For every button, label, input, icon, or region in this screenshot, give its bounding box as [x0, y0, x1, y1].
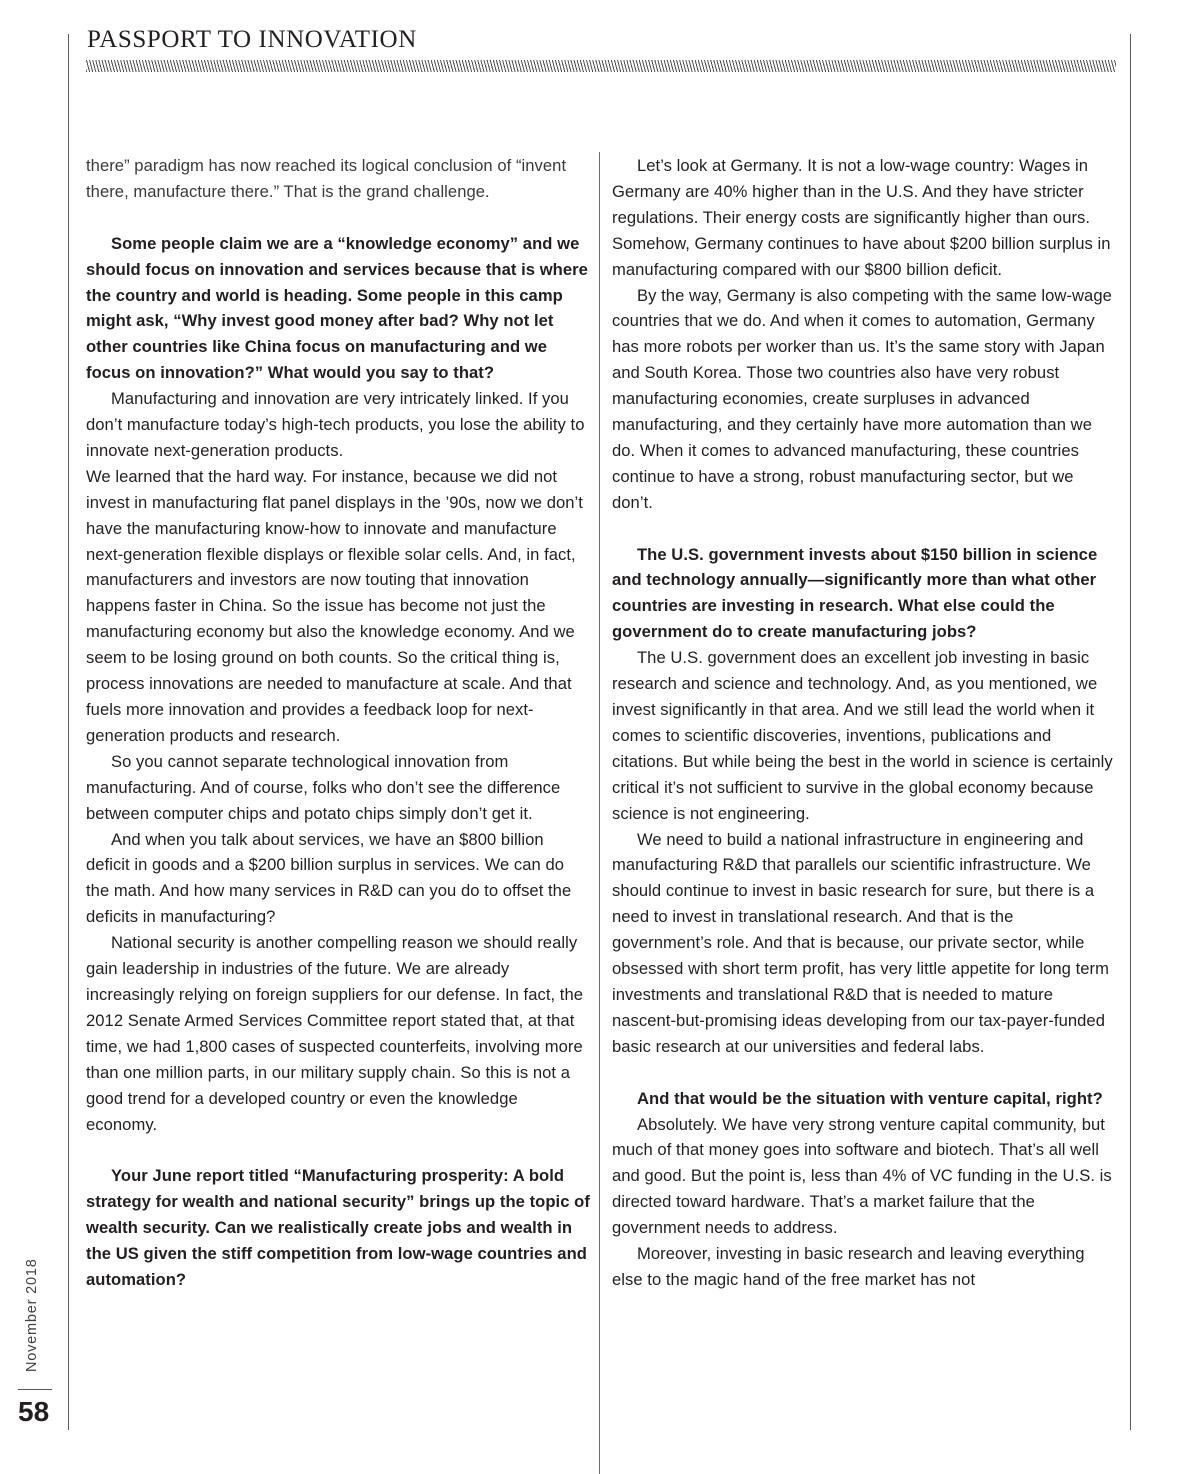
- page-number-rule: [18, 1389, 52, 1390]
- interview-question: Some people claim we are a “knowledge economy” and we should focus on innovation and services because that is where the country and world is heading. Some people in this camp might ask, “Why invest good money after bad? Why not let other countries like China focus on manufacturing and we focus on innovation?” What would you say to that?: [86, 233, 588, 383]
- continuation-paragraph: there” paradigm has now reached its logical conclusion of “invent there, manufacture there.” That is the grand challenge.: [86, 156, 567, 201]
- interview-question: The U.S. government invests about $150 billion in science and technology annually—significantly more than what other countries are investing in research. What else could the government do to create manufacturing jobs?: [612, 544, 1098, 642]
- page-number: 58: [18, 1396, 50, 1427]
- answer-paragraph: And when you talk about services, we have an $800 billion deficit in goods and a $200 billion surplus in services. We can do the math. And how many services in R&D can you do to offset the deficits in manufacturing?: [86, 829, 572, 927]
- answer-paragraph: By the way, Germany is also competing with the same low-wage countries that we do. And when it comes to automation, Germany has more robots per worker than us. It’s the same story with Japan and South Korea. Those two countries also have very robust manufacturing economies, create surpluses in advanced manufacturing, and they certainly have more automation than we do. When it comes to advanced manufacturing, these countries continue to have a strong, robust manufacturing sector, but we don’t.: [612, 285, 1112, 512]
- header-hatch-rule: [86, 60, 1116, 72]
- right-column: [612, 153, 1116, 1293]
- answer-paragraph: We need to build a national infrastructure in engineering and manufacturing R&D that parallels our scientific infrastructure. We should continue to invest in basic research for sure, but there is a need to invest in translational research. And that is the government’s role. And that is because, our private sector, while obsessed with short term profit, has very little appetite for long term investments and translational R&D that is needed to mature nascent-but-promising ideas developing from our tax-payer-funded basic research at our universities and federal labs.: [612, 829, 1109, 1056]
- section-title: PASSPORT TO INNOVATION: [87, 26, 417, 53]
- answer-paragraph: Absolutely. We have very strong venture capital community, but much of that money goes into software and biotech. That’s all well and good. But the point is, less than 4% of VC funding in the U.S. is directed toward hardware. That’s a market failure that the government needs to address.: [612, 1114, 1112, 1238]
- issue-date: November 2018: [24, 1258, 40, 1372]
- left-column: [86, 153, 590, 1293]
- answer-paragraph: So you cannot separate technological innovation from manufacturing. And of course, folks who don’t see the difference between computer chips and potato chips simply don’t get it.: [86, 751, 561, 823]
- answer-paragraph: National security is another compelling reason we should really gain leadership in industries of the future. We are already increasingly relying on foreign suppliers for our defense. In fact, the 2012 Senate Armed Services Committee report stated that, at that time, we had 1,800 cases of suspected counterfeits, involving more than one million parts, in our military supply chain. So this is not a good trend for a developed country or even the knowledge economy.: [86, 933, 584, 1134]
- answer-paragraph: The U.S. government does an excellent job investing in basic research and science and technology. And, as you mentioned, we invest significantly in that area. And we still lead the world when it comes to scientific discoveries, inventions, publications and citations. But while being the best in the world in science is certainly critical it’s not sufficient to survive in the global economy because science is not engineering.: [612, 648, 1113, 823]
- answer-paragraph: Manufacturing and innovation are very intricately linked. If you don’t manufacture today’s high-tech products, you lose the ability to innovate next-generation products.: [86, 389, 585, 460]
- right-margin-rule: [1130, 34, 1131, 1430]
- answer-paragraph: Let’s look at Germany. It is not a low-wage country: Wages in Germany are 40% higher than in the U.S. And they have stricter regulations. Their energy costs are significantly higher than ours. Somehow, Germany continues to have about $200 billion surplus in manufacturing compared with our $800 billion deficit.: [612, 156, 1111, 279]
- left-margin-rule: [68, 34, 69, 1430]
- interview-question: And that would be the situation with venture capital, right?: [637, 1088, 1103, 1108]
- column-divider: [599, 152, 600, 1474]
- answer-paragraph: Moreover, investing in basic research and leaving everything else to the magic hand of the free market has not: [612, 1244, 1085, 1289]
- answer-paragraph: We learned that the hard way. For instance, because we did not invest in manufacturing flat panel displays in the ’90s, now we don’t have the manufacturing know-how to innovate and manufacture next-generation flexible displays or flexible solar cells. And, in fact, manufacturers and investors are now touting that innovation happens faster in China. So the issue has become not just the manufacturing economy but also the knowledge economy. And we seem to be losing ground on both counts. So the critical thing is, process innovations are needed to manufacture at scale. And that fuels more innovation and provides a feedback loop for next-generation products and research.: [86, 466, 583, 745]
- interview-question: Your June report titled “Manufacturing prosperity: A bold strategy for wealth and national security” brings up the topic of wealth security. Can we realistically create jobs and wealth in the US given the stiff competition from low-wage countries and automation?: [86, 1166, 590, 1289]
